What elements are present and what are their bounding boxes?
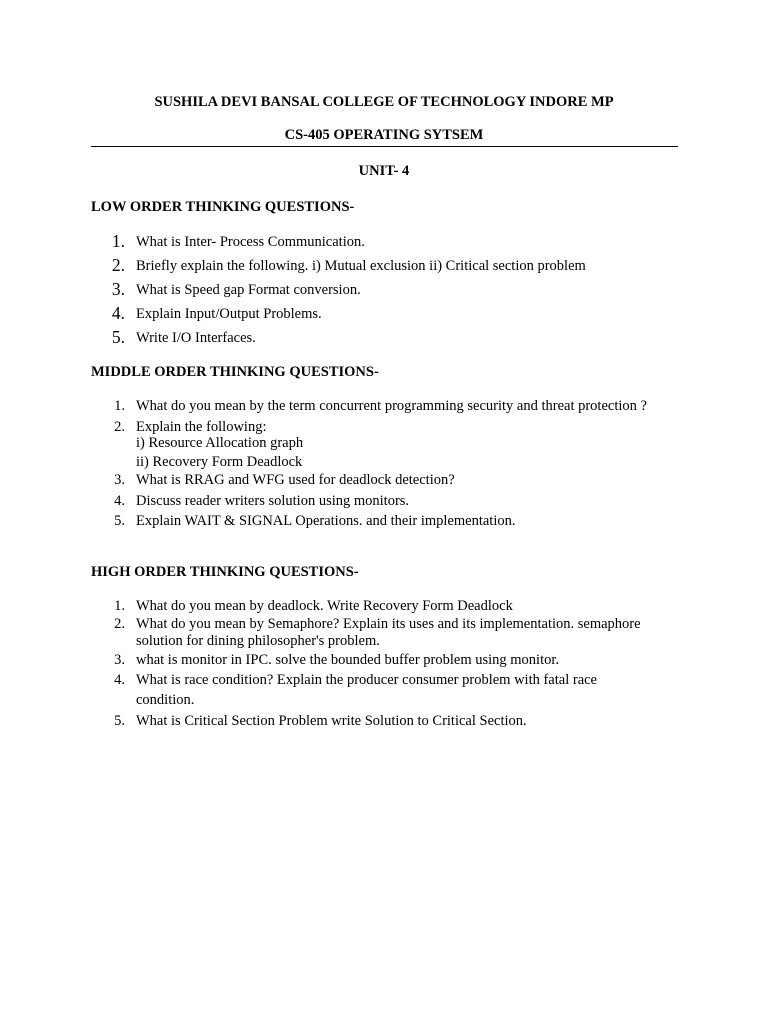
question-number: 1. bbox=[114, 398, 125, 414]
question-text: What do you mean by deadlock. Write Recovery Form Deadlock bbox=[136, 598, 513, 614]
middle-question-2-sub-2: ii) Recovery Form Deadlock bbox=[136, 454, 303, 470]
question-text: Discuss reader writers solution using monitors. bbox=[136, 493, 410, 509]
unit-title: UNIT- 4 bbox=[358, 163, 410, 179]
course-title: CS-405 OPERATING SYTSEM bbox=[284, 127, 484, 143]
question-text: what is monitor in IPC. solve the bounded buffer problem using monitor. bbox=[136, 652, 560, 668]
question-text: What do you mean by Semaphore? Explain its uses and its implementation. semaphore bbox=[136, 616, 641, 632]
question-number: 3. bbox=[114, 472, 125, 488]
low-order-heading: LOW ORDER THINKING QUESTIONS- bbox=[91, 199, 355, 215]
question-number: 2. bbox=[111, 255, 125, 275]
question-text: Explain the following: bbox=[136, 419, 267, 435]
question-number: 3. bbox=[111, 279, 125, 299]
college-title: SUSHILA DEVI BANSAL COLLEGE OF TECHNOLOGY INDORE MP bbox=[154, 94, 614, 110]
middle-question-2-sub-1: i) Resource Allocation graph bbox=[136, 435, 304, 451]
question-number: 1. bbox=[111, 231, 125, 251]
question-text: Write I/O Interfaces. bbox=[136, 330, 256, 346]
question-number: 4. bbox=[114, 493, 125, 509]
question-text: What is Critical Section Problem write Solution to Critical Section. bbox=[136, 713, 527, 729]
question-number: 5. bbox=[111, 327, 125, 347]
high-question-4-continuation: condition. bbox=[136, 692, 195, 708]
question-text: Explain Input/Output Problems. bbox=[136, 306, 322, 322]
question-text: What is Inter- Process Communication. bbox=[136, 234, 365, 250]
question-text: Briefly explain the following. i) Mutual exclusion ii) Critical section problem bbox=[136, 258, 586, 274]
question-number: 2. bbox=[114, 419, 125, 435]
question-text: What is race condition? Explain the producer consumer problem with fatal race bbox=[136, 672, 597, 688]
middle-order-heading: MIDDLE ORDER THINKING QUESTIONS- bbox=[91, 364, 379, 380]
question-number: 4. bbox=[111, 303, 125, 323]
high-question-2-continuation: solution for dining philosopher's problem. bbox=[136, 633, 380, 649]
question-number: 1. bbox=[114, 598, 125, 614]
high-order-heading: HIGH ORDER THINKING QUESTIONS- bbox=[91, 564, 359, 580]
question-text: Explain WAIT & SIGNAL Operations. and their implementation. bbox=[136, 513, 516, 529]
question-number: 3. bbox=[114, 652, 125, 668]
question-text: What do you mean by the term concurrent programming security and threat protection ? bbox=[136, 398, 647, 414]
question-number: 5. bbox=[114, 513, 125, 529]
question-number: 4. bbox=[114, 672, 125, 688]
question-text: What is RRAG and WFG used for deadlock detection? bbox=[136, 472, 455, 488]
question-text: What is Speed gap Format conversion. bbox=[136, 282, 361, 298]
header-divider bbox=[91, 146, 678, 147]
question-number: 2. bbox=[114, 616, 125, 632]
question-number: 5. bbox=[114, 713, 125, 729]
